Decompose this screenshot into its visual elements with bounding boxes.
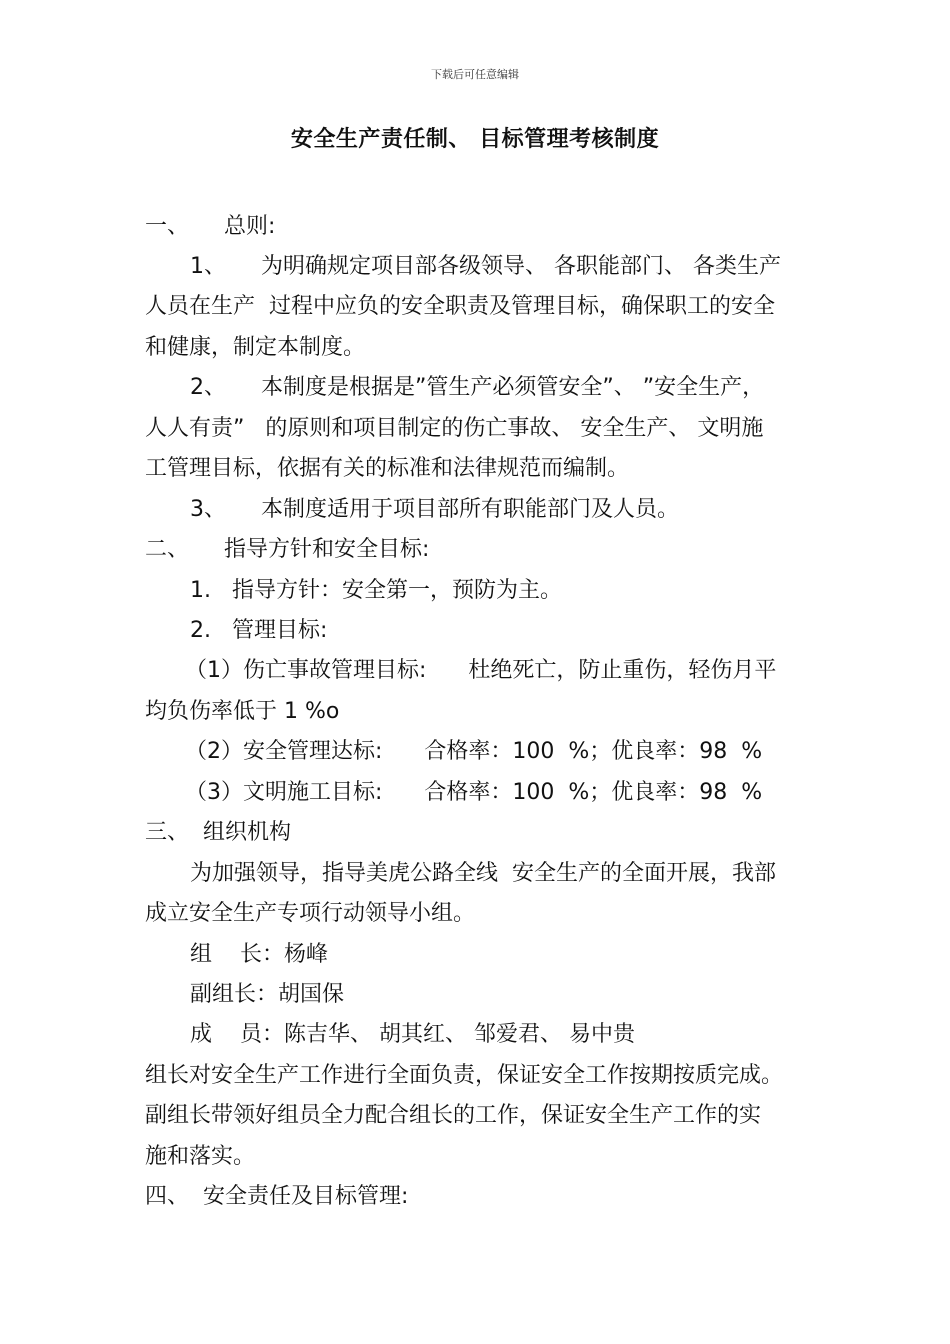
- section-heading-4: 四、 安全责任及目标管理:: [145, 1184, 409, 1209]
- section-heading-3: 三、 组织机构: [145, 820, 291, 845]
- paragraph-line: 均负伤率低于 1 %o: [145, 699, 340, 724]
- paragraph-line: 为加强领导，指导美虎公路全线 安全生产的全面开展，我部: [190, 861, 776, 886]
- paragraph-line: 组长对安全生产工作进行全面负责，保证安全工作按期按质完成。: [145, 1063, 784, 1088]
- paragraph-line: 副组长：胡国保: [190, 982, 345, 1007]
- paragraph-line: 2. 管理目标:: [190, 618, 328, 643]
- document-title: 安全生产责任制、 目标管理考核制度: [290, 127, 660, 152]
- paragraph-line: 2、 本制度是根据是”管生产必须管安全”、 ”安全生产，: [190, 375, 765, 400]
- paragraph-line: 工管理目标，依据有关的标准和法律规范而编制。: [145, 456, 630, 481]
- paragraph-line: 副组长带领好组员全力配合组长的工作，保证安全生产工作的实: [145, 1103, 762, 1128]
- paragraph-line: 1、 为明确规定项目部各级领导、 各职能部门、 各类生产: [190, 254, 781, 279]
- paragraph-line: 1. 指导方针：安全第一，预防为主。: [190, 578, 562, 603]
- paragraph-line: 成 员：陈吉华、 胡其红、 邹爱君、 易中贵: [190, 1022, 635, 1047]
- paragraph-line: 人员在生产 过程中应负的安全职责及管理目标，确保职工的安全: [145, 294, 775, 319]
- paragraph-line: 3、 本制度适用于项目部所有职能部门及人员。: [190, 497, 679, 522]
- paragraph-line: 施和落实。: [145, 1144, 256, 1169]
- paragraph-line: 组 长：杨峰: [190, 942, 328, 967]
- paragraph-line: （1）伤亡事故管理目标: 杜绝死亡，防止重伤，轻伤月平: [185, 658, 777, 683]
- paragraph-line: 人人有责” 的原则和项目制定的伤亡事故、 安全生产、 文明施: [145, 416, 764, 441]
- paragraph-line: 成立安全生产专项行动领导小组。: [145, 901, 476, 926]
- section-heading-1: 一、 总则:: [145, 214, 276, 239]
- paragraph-line: 和健康，制定本制度。: [145, 335, 366, 360]
- page-header-note: 下载后可任意编辑: [431, 68, 519, 81]
- section-heading-2: 二、 指导方针和安全目标:: [145, 537, 430, 562]
- paragraph-line: （2）安全管理达标: 合格率：100 %；优良率：98 %: [185, 739, 763, 764]
- paragraph-line: （3）文明施工目标: 合格率：100 %；优良率：98 %: [185, 780, 763, 805]
